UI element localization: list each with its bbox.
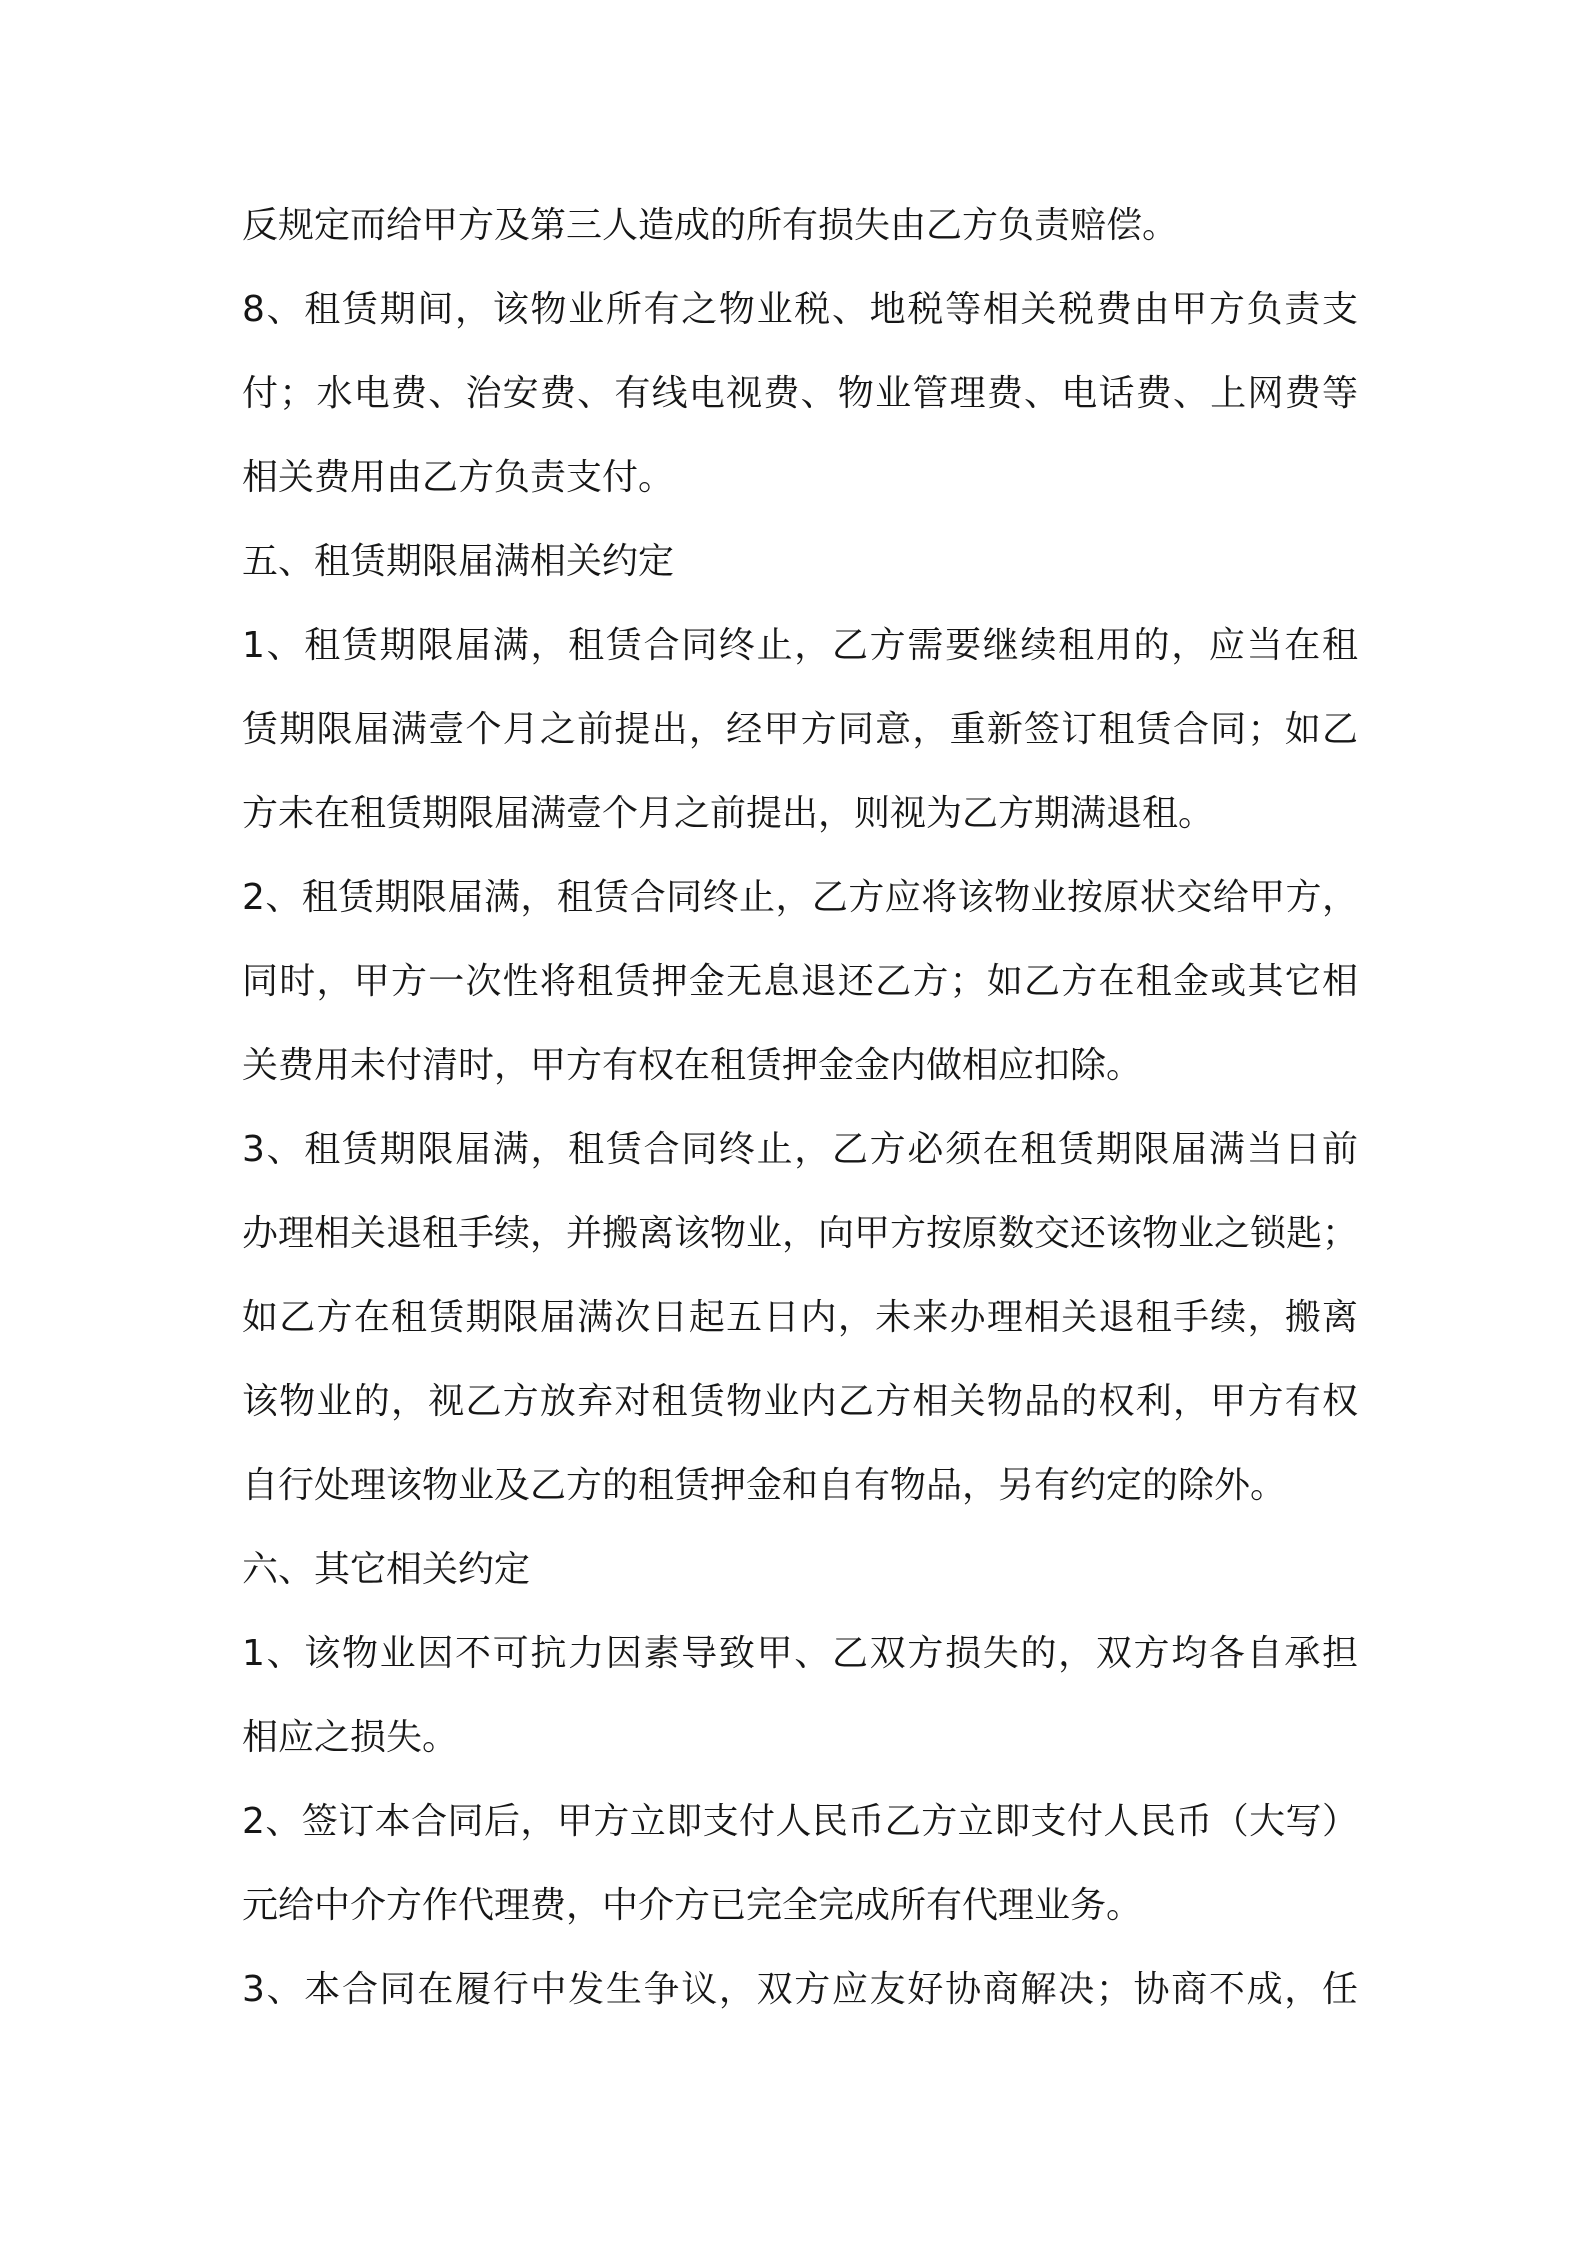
text-line: 反规定而给甲方及第三人造成的所有损失由乙方负责赔偿。	[242, 205, 1179, 246]
text-line: 1、租赁期限届满，租赁合同终止，乙方需要继续租用的，应当在租	[242, 625, 1358, 666]
text-line: 1、该物业因不可抗力因素导致甲、乙双方损失的，双方均各自承担	[242, 1633, 1358, 1674]
text-line: 2、签订本合同后，甲方立即支付人民币乙方立即支付人民币（大写）	[242, 1801, 1358, 1842]
text-line: 3、租赁期限届满，租赁合同终止，乙方必须在租赁期限届满当日前	[242, 1129, 1358, 1170]
text-line: 关费用未付清时，甲方有权在租赁押金金内做相应扣除。	[242, 1045, 1143, 1086]
text-line: 8、租赁期间，该物业所有之物业税、地税等相关税费由甲方负责支	[242, 289, 1358, 330]
section-heading: 六、其它相关约定	[242, 1549, 531, 1590]
text-line: 相应之损失。	[242, 1717, 459, 1758]
section-heading: 五、租赁期限届满相关约定	[242, 541, 675, 582]
contract-text	[242, 184, 1358, 2032]
text-line: 赁期限届满壹个月之前提出，经甲方同意，重新签订租赁合同；如乙	[242, 709, 1358, 750]
text-line: 相关费用由乙方负责支付。	[242, 457, 675, 498]
text-line: 办理相关退租手续，并搬离该物业，向甲方按原数交还该物业之锁匙；	[242, 1213, 1359, 1254]
text-line: 付；水电费、治安费、有线电视费、物业管理费、电话费、上网费等	[242, 373, 1358, 414]
text-line: 如乙方在租赁期限届满次日起五日内，未来办理相关退租手续，搬离	[242, 1297, 1358, 1338]
text-line: 3、本合同在履行中发生争议，双方应友好协商解决；协商不成，任	[242, 1969, 1358, 2010]
text-line: 自行处理该物业及乙方的租赁押金和自有物品，另有约定的除外。	[242, 1465, 1287, 1506]
text-line: 方未在租赁期限届满壹个月之前提出，则视为乙方期满退租。	[242, 793, 1215, 834]
text-line: 元给中介方作代理费，中介方已完全完成所有代理业务。	[242, 1885, 1143, 1926]
text-line: 该物业的，视乙方放弃对租赁物业内乙方相关物品的权利，甲方有权	[242, 1381, 1358, 1422]
text-line: 2、租赁期限届满，租赁合同终止，乙方应将该物业按原状交给甲方，	[242, 877, 1358, 918]
text-line: 同时，甲方一次性将租赁押金无息退还乙方；如乙方在租金或其它相	[242, 961, 1358, 1002]
